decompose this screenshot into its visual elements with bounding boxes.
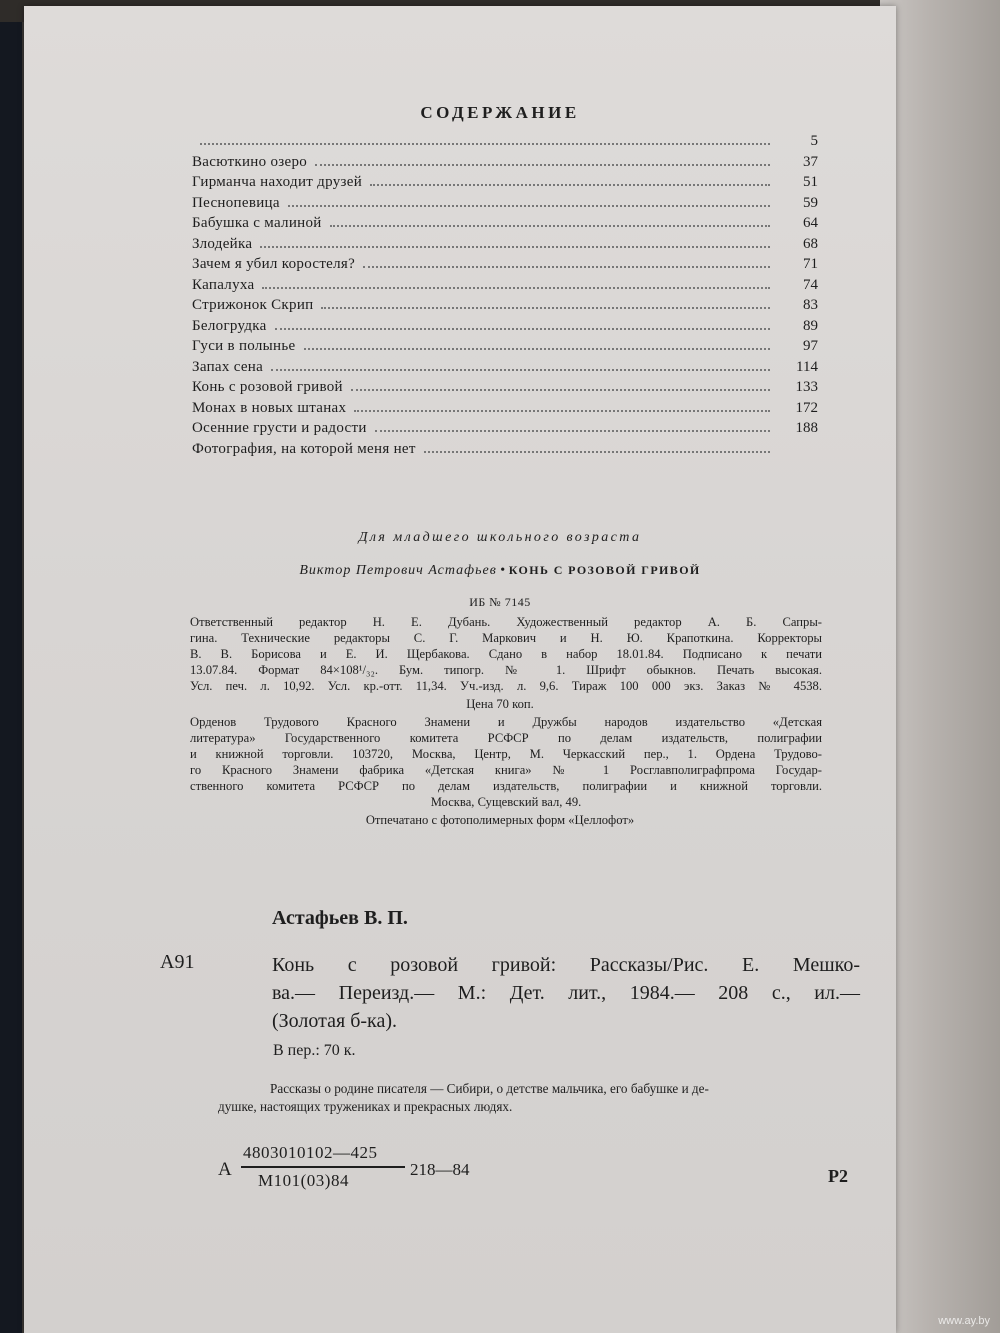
toc-entry-title: Монах в новых штанах	[192, 399, 347, 416]
toc-entry	[192, 154, 818, 175]
formula-denominator: М101(03)84	[258, 1171, 349, 1190]
byline	[0, 563, 1000, 579]
toc-entry-page: 172	[795, 399, 818, 416]
credits-block	[190, 614, 822, 694]
toc-entry	[192, 256, 818, 277]
toc-entry-page: 71	[803, 256, 818, 272]
class-code: Р2	[828, 1166, 848, 1186]
toc-entry-title: Конь с розовой гривой	[192, 379, 343, 395]
toc-leader-dots	[271, 369, 770, 371]
toc-entry-title: Васюткино озеро	[192, 153, 308, 170]
toc-entry	[192, 338, 818, 359]
watermark: www.ay.by	[938, 1315, 990, 1327]
toc-entry-page: 188	[795, 420, 818, 436]
formula-prefix: А	[218, 1159, 232, 1180]
toc-entry	[192, 441, 818, 462]
toc-entry	[192, 297, 818, 318]
toc-entry-title: Стрижонок Скрип	[192, 297, 314, 313]
printed-note: Отпечатано с фотополимерных форм «Целлофот»	[365, 813, 635, 827]
toc-leader-dots	[354, 410, 770, 412]
contents-title: СОДЕРЖАНИЕ	[420, 103, 580, 122]
toc-entry-title: Бабушка с малиной	[192, 215, 322, 231]
toc-leader-dots	[351, 389, 770, 391]
record-line: Конь с розовой гривой: Рассказы/Рис. Е. Мешко-	[272, 954, 860, 976]
age-group: Для младшего школьного возраста	[358, 530, 642, 545]
book-author: Виктор Петрович Астафьев	[299, 563, 497, 578]
toc-leader-dots	[275, 328, 770, 330]
toc-entry	[192, 379, 818, 400]
formula-numerator: 4803010102—425	[243, 1143, 378, 1162]
formula-fraction-bar	[241, 1166, 405, 1168]
toc-leader-dots	[260, 246, 770, 248]
catalog-author: Астафьев В. П.	[272, 907, 408, 929]
toc-entry	[192, 195, 818, 216]
toc-entry	[192, 400, 818, 421]
toc-leader-dots	[304, 348, 771, 350]
credits-line: 13.07.84. Формат 84×108¹/₃₂. Бум. типогр. № 1. Шрифт обыкнов. Печать высокая.	[190, 663, 822, 677]
toc-entry-page: 64	[803, 215, 818, 231]
toc-entry-title: Гуси в полынье	[192, 338, 296, 354]
publisher-line: литература» Государственного комитета РСФСР по делам издательств, полиграфии	[190, 731, 822, 745]
toc-leader-dots	[363, 266, 770, 268]
credits-line: гина. Технические редакторы С. Г. Маркович и Н. Ю. Крапоткина. Корректоры	[190, 631, 822, 645]
toc-entry	[192, 277, 818, 298]
toc-entry-page: 89	[803, 317, 818, 334]
book-title: КОНЬ С РОЗОВОЙ ГРИВОЙ	[508, 563, 701, 577]
credits-line: Усл. печ. л. 10,92. Усл. кр.-отт. 11,34. Уч.-изд. л. 9,6. Тираж 100 000 экз. Заказ № 4538.	[190, 679, 822, 693]
price: Цена 70 коп.	[466, 697, 534, 711]
toc-entry-title: Гирманча находит друзей	[192, 174, 363, 190]
publisher-line: Москва, Сущевский вал, 49.	[430, 795, 582, 809]
toc-entry-page: 83	[803, 297, 818, 313]
toc-entry-title: Осенние грусти и радости	[192, 420, 367, 436]
publisher-block	[190, 714, 822, 810]
toc-entry-title: Запах сена	[192, 358, 264, 375]
toc-leader-dots	[315, 164, 770, 166]
catalog-code: А91	[160, 951, 195, 973]
toc-entry-page: 74	[803, 276, 818, 293]
toc-entry-title: Зачем я убил коростеля?	[192, 256, 356, 272]
background-left	[0, 0, 22, 1333]
toc-leader-dots	[424, 451, 770, 453]
publisher-line: ственного комитета РСФСР по делам издательств, полиграфии и книжной торговли.	[190, 779, 822, 793]
annotation-line: душке, настоящих тружениках и прекрасных людях.	[218, 1099, 513, 1114]
background-right	[880, 0, 1000, 1333]
toc-entry	[192, 133, 818, 154]
toc-leader-dots	[200, 143, 770, 145]
toc-entry-title: Фотография, на которой меня нет	[192, 440, 416, 457]
toc-entry-title: Белогрудка	[192, 317, 267, 334]
toc-entry	[192, 236, 818, 257]
credits-line: Ответственный редактор Н. Е. Дубань. Художественный редактор А. Б. Сапры-	[190, 615, 822, 629]
toc-leader-dots	[288, 205, 770, 207]
toc-entry	[192, 359, 818, 380]
toc-entry-page: 68	[803, 235, 818, 252]
toc-leader-dots	[375, 430, 770, 432]
toc-entry-page: 5	[810, 133, 818, 149]
toc-entry-title: Песнопевица	[192, 194, 280, 211]
annotation-line: Рассказы о родине писателя — Сибири, о детстве мальчика, его бабушке и де-	[270, 1081, 709, 1096]
toc-entry-page: 97	[803, 338, 818, 354]
toc-entry-page: 59	[803, 194, 818, 211]
toc-entry-page: 133	[795, 379, 818, 395]
toc-leader-dots	[370, 184, 770, 186]
catalog-record	[272, 951, 860, 1035]
record-line: ва.— Переизд.— М.: Дет. лит., 1984.— 208 с., ил.—	[272, 982, 860, 1004]
ib-number: ИБ № 7145	[469, 595, 531, 609]
toc-leader-dots	[330, 225, 770, 227]
publisher-line: и книжной торговли. 103720, Москва, Центр, М. Черкасский пер., 1. Ордена Трудово-	[190, 747, 822, 761]
publisher-line: го Красного Знамени фабрика «Детская книга» № 1 Росглавполиграфпрома Государ-	[190, 763, 822, 777]
toc-leader-dots	[321, 307, 770, 309]
publisher-line: Орденов Трудового Красного Знамени и Дружбы народов издательство «Детская	[190, 715, 822, 729]
byline-separator: •	[500, 563, 506, 578]
toc-entry-page: 37	[803, 153, 818, 170]
credits-line: В. В. Борисова и Е. И. Щербакова. Сдано в набор 18.01.84. Подписано к печати	[190, 647, 822, 661]
toc-entry	[192, 420, 818, 441]
toc-entry-title: Капалуха	[192, 276, 255, 293]
table-of-contents	[192, 133, 818, 461]
record-line: (Золотая б-ка).	[272, 1010, 397, 1032]
formula-suffix: 218—84	[410, 1160, 470, 1179]
annotation	[218, 1080, 862, 1116]
toc-entry	[192, 174, 818, 195]
toc-entry	[192, 215, 818, 236]
binding-price: В пер.: 70 к.	[273, 1042, 356, 1059]
toc-entry	[192, 318, 818, 339]
toc-entry-page: 114	[796, 358, 818, 375]
toc-entry-page: 51	[803, 174, 818, 190]
toc-entry-title: Злодейка	[192, 235, 253, 252]
toc-leader-dots	[262, 287, 770, 289]
